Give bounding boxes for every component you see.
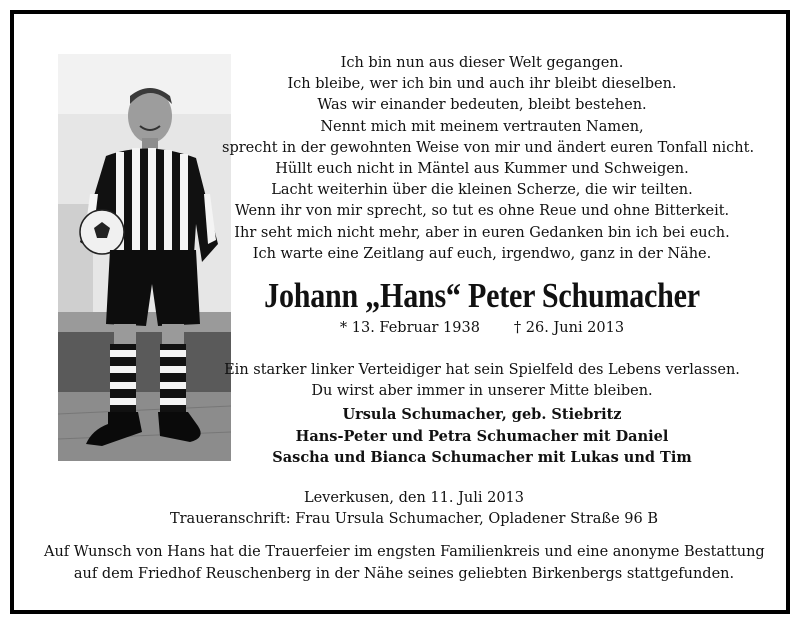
mourner-line: Sascha und Bianca Schumacher mit Lukas und Tim	[272, 449, 692, 466]
obituary-notice	[10, 10, 790, 614]
portrait-photo	[58, 54, 231, 461]
tribute-line: Du wirst aber immer in unserer Mitte bleiben.	[311, 383, 653, 399]
closing-line: auf dem Friedhof Reuschenberg in der Nähe seines geliebten Birkenbergs stattgefunden.	[73, 565, 735, 582]
life-dates	[222, 320, 742, 336]
poem-line: sprecht in der gewohnten Weise von mir und ändert euren Tonfall nicht.	[222, 139, 755, 156]
poem-line: Ihr seht mich nicht mehr, aber in euren Gedanken bin ich bei euch.	[234, 224, 730, 241]
place-date-line: Leverkusen, den 11. Juli 2013	[303, 490, 525, 506]
poem-line: Was wir einander bedeuten, bleibt bestehen.	[317, 97, 647, 114]
poem-line: Ich bleibe, wer ich bin und auch ihr bleibt dieselben.	[287, 76, 677, 93]
mourner-line: Ursula Schumacher, geb. Stiebritz	[342, 406, 622, 423]
tribute-text	[222, 360, 742, 402]
birth-date: * 13. Februar 1938	[339, 320, 480, 336]
poem-line: Wenn ihr von mir sprecht, so tut es ohne Reue und ohne Bitterkeit.	[234, 203, 730, 220]
deceased-name: Johann „Hans“ Peter Schumacher	[264, 276, 700, 315]
family-mourners	[222, 404, 742, 469]
poem-line: Ich bin nun aus dieser Welt gegangen.	[340, 55, 624, 71]
place-and-address	[164, 488, 664, 530]
poem-line: Lacht weiterhin über die kleinen Scherze, die wir teilten.	[271, 182, 693, 199]
mourner-line: Hans-Peter und Petra Schumacher mit Daniel	[295, 427, 669, 445]
poem-line: Hüllt euch nicht in Mäntel aus Kummer und Schweigen.	[275, 161, 689, 178]
poem-line: Ich warte eine Zeitlang auf euch, irgendwo, ganz in der Nähe.	[252, 245, 712, 262]
poem-line: Nennt mich mit meinem vertrauten Namen,	[320, 118, 644, 135]
mourning-address: Traueranschrift: Frau Ursula Schumacher, Opladener Straße 96 B	[169, 511, 659, 527]
closing-line: Auf Wunsch von Hans hat die Trauerfeier im engsten Familienkreis und eine anonyme Bestattung	[44, 544, 765, 560]
closing-note	[44, 542, 764, 585]
death-date: † 26. Juni 2013	[513, 320, 625, 336]
poem	[222, 53, 755, 265]
tribute-line: Ein starker linker Verteidiger hat sein Spielfeld des Lebens verlassen.	[224, 362, 740, 378]
